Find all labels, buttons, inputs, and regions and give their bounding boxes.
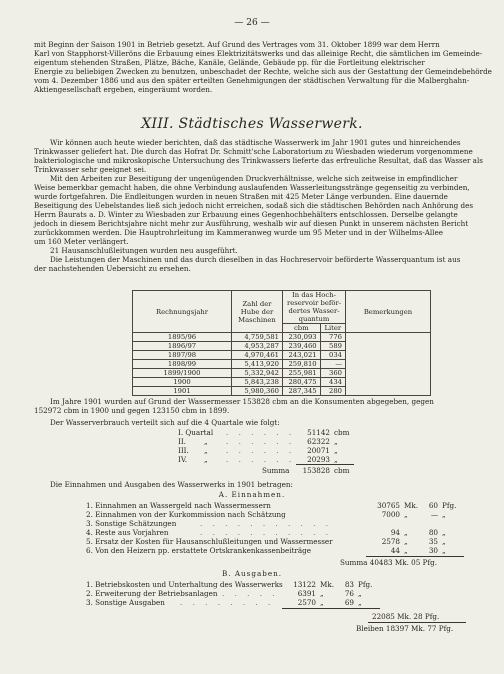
income-item-label: 6. Von den Heizern pp. erstattete Ortskrankenkassenbeiträge	[86, 546, 312, 555]
sum-rule	[366, 556, 464, 557]
cell-year: 1895/96	[133, 333, 232, 342]
finance-intro: Die Einnahmen und Ausgaben des Wasserwerks in 1901 betragen:	[50, 480, 293, 489]
header-remarks: Bemerkungen	[346, 291, 431, 333]
expense-item-pfunit: Pfg.	[358, 580, 373, 589]
quarter-label: IV.	[178, 455, 188, 464]
expense-item-label: 2. Erweiterung der Betriebsanlagen	[86, 589, 218, 598]
cell-year: 1901	[133, 387, 232, 396]
remaining-amount: Bleiben 18397 Mk. 77 Pfg.	[356, 624, 454, 633]
expense-item-pf: 83	[344, 580, 354, 589]
leader-dots: . . . . .	[222, 589, 279, 598]
body-line: Weise bemerkbar gemacht haben, die ohne Verbindung auslaufenden Wasserleitungsstränge gegenseitig zu verbinden,	[34, 183, 470, 192]
income-item-label: 5. Ersatz der Kosten für Hausanschlußleitungen und Wassermesser	[86, 537, 333, 546]
expense-item-mk: 13122	[293, 580, 316, 589]
body-line: Trinkwasser geliefert hat. Die durch das Hofrat Dr. Schmitt'sche Laboratorium zu Wiesbaden wiederum vorgenommene	[34, 147, 473, 156]
section-title: XIII. Städtisches Wasserwerk.	[141, 116, 363, 132]
quarters-sum-unit: cbm	[334, 466, 350, 475]
income-item-label: 2. Einnahmen von der Kurkommission nach Schätzung	[86, 510, 286, 519]
quarters-sum-value: 153828	[302, 466, 330, 475]
page-number: — 26 —	[234, 18, 270, 28]
quarter-label: II.	[178, 437, 186, 446]
income-item-pf: 60	[428, 501, 438, 510]
quarter-value: 20293	[307, 455, 330, 464]
body-line: der nachstehenden Uebersicht zu ersehen.	[34, 264, 191, 273]
income-item-pfunit: Pfg.	[442, 501, 457, 510]
body-line: Mit den Arbeiten zur Beseitigung der ungenügenden Druckverhältnisse, welche sich zeitweise in empfindlicher	[50, 174, 458, 183]
income-item-unit: „	[404, 510, 408, 519]
cell-remarks	[346, 333, 431, 396]
cell-year: 1899/1900	[133, 369, 232, 378]
body-line: bakteriologische und mikroskopische Untersuchung des Trinkwassers lieferte das erfreuliche Resultat, daß das Wasser als	[34, 156, 483, 165]
cell-cbm: 243,021	[283, 351, 321, 360]
cell-strokes: 4,970,461	[232, 351, 283, 360]
quarter-ditto: „	[204, 455, 208, 464]
sum-rule	[282, 608, 380, 609]
income-item-mk: 7000	[381, 510, 400, 519]
expense-item-label: 1. Betriebskosten und Unterhaltung des Wasserwerks	[86, 580, 283, 589]
cell-year: 1896/97	[133, 342, 232, 351]
intro-line: Aktiengesellschaft ergeben, eingeräumt worden.	[34, 85, 213, 94]
body-line: um 160 Meter verlängert.	[34, 237, 129, 246]
body-line: wurde fortgefahren. Die Endleitungen wurden in neuen Straßen mit 425 Meter Länge verbunden. Eine dauernde	[34, 192, 448, 201]
intro-line: mit Beginn der Saison 1901 in Betrieb gesetzt. Auf Grund des Vertrages vom 31. Oktober 1899 war dem Herrn	[34, 40, 440, 49]
cell-strokes: 5,843,238	[232, 378, 283, 387]
income-item-pf: 35	[428, 537, 438, 546]
income-item-pfunit: „	[442, 510, 446, 519]
income-item-pfunit: „	[442, 546, 446, 555]
income-item-pf: 30	[428, 546, 438, 555]
cell-strokes: 4,953,287	[232, 342, 283, 351]
total-rule	[368, 622, 466, 623]
cell-liter: —	[320, 360, 345, 369]
cell-strokes: 5,413,920	[232, 360, 283, 369]
expense-item-label: 3. Sonstige Ausgaben	[86, 598, 165, 607]
income-item-pf: 80	[428, 528, 438, 537]
header-quantity: In das Hoch-reservoir beför-dertes Wasser-quantum	[283, 291, 346, 324]
quarter-unit: „	[334, 446, 338, 455]
income-item-mk: 2578	[381, 537, 400, 546]
cell-strokes: 5,980,360	[232, 387, 283, 396]
expense-item-pfunit: „	[358, 598, 362, 607]
quarters-sum-label: Summa	[262, 466, 290, 475]
income-item-unit: Mk.	[404, 501, 418, 510]
leader-dots: . . . . . .	[226, 455, 296, 464]
cell-year: 1898/99	[133, 360, 232, 369]
body-line: zurückkommen werden. Die Hauptrohrleitung im Kammeranweg wurde um 95 Meter und in der Wilhelms-Allee	[34, 228, 443, 237]
quarter-label: III.	[178, 446, 189, 455]
cell-cbm: 287,345	[283, 387, 321, 396]
expense-item-unit: „	[320, 598, 324, 607]
header-cbm: cbm	[283, 324, 321, 333]
cell-cbm: 255,981	[283, 369, 321, 378]
expense-item-pfunit: „	[358, 589, 362, 598]
body-line: Wir können auch heute wieder berichten, daß das städtische Wasserwerk im Jahr 1901 gutes und hinreichendes	[50, 138, 461, 147]
cell-year: 1897/98	[133, 351, 232, 360]
year-text-line: 152972 cbm in 1900 und gegen 123150 cbm in 1899.	[34, 406, 230, 415]
income-item-mk: 44	[390, 546, 400, 555]
body-line: Herrn Baurats a. D. Winter zu Wiesbaden zur Erbauung eines Gegenhochbehälters entschlossen. Derselbe gelangte	[34, 210, 458, 219]
leader-dots: . . . . . .	[226, 446, 296, 455]
income-item-pf: —	[430, 510, 438, 519]
cell-liter: 034	[320, 351, 345, 360]
distribution-intro: Der Wasserverbrauch verteilt sich auf die 4 Quartale wie folgt:	[50, 418, 280, 427]
sum-rule	[296, 464, 354, 465]
quarter-value: 62322	[307, 437, 330, 446]
year-text-line: Im Jahre 1901 wurden auf Grund der Wassermesser 153828 cbm an die Konsumenten abgegeben, gegen	[50, 397, 434, 406]
income-item-pfunit: „	[442, 528, 446, 537]
income-item-unit: „	[404, 528, 408, 537]
leader-dots: . . . . . . . . . . .	[200, 519, 332, 528]
expense-item-pf: 69	[344, 598, 354, 607]
income-item-label: 3. Sonstige Schätzungen	[86, 519, 177, 528]
expense-item-unit: Mk.	[320, 580, 334, 589]
cell-cbm: 259,810	[283, 360, 321, 369]
expense-item-mk: 6391	[297, 589, 316, 598]
body-line: jedoch in diesem Berichtsjahre nicht mehr zur Ausführung, weshalb wir auf diesen Punkt in unserem nächsten Bericht	[34, 219, 469, 228]
body-line: Trinkwasser sehr geeignet sei.	[34, 165, 147, 174]
cell-liter: 360	[320, 369, 345, 378]
table-row	[133, 333, 431, 342]
cell-cbm: 230,093	[283, 333, 321, 342]
quarter-unit: „	[334, 455, 338, 464]
cell-year: 1900	[133, 378, 232, 387]
body-line: Beseitigung des Uebelstandes ließ sich jedoch nicht erreichen, sodaß sich die städtischen Behörden nach Anhörung des	[34, 201, 474, 210]
body-line: 21 Hausanschlußleitungen wurden neu ausgeführt.	[50, 246, 238, 255]
expense-item-pf: 76	[344, 589, 354, 598]
leader-dots: . . . . . . . . . . .	[200, 528, 332, 537]
cell-liter: 776	[320, 333, 345, 342]
production-table	[132, 290, 431, 396]
quarter-label: I. Quartal	[178, 428, 214, 437]
cell-strokes: 5,332,942	[232, 369, 283, 378]
quarter-unit: „	[334, 437, 338, 446]
income-item-label: 1. Einnahmen an Wassergeld nach Wassermessern	[86, 501, 271, 510]
quarter-value: 51142	[307, 428, 330, 437]
table-header-row	[133, 291, 431, 324]
quarter-ditto: „	[204, 437, 208, 446]
income-sum: Summa 40483 Mk. 05 Pfg.	[340, 558, 437, 567]
income-item-pfunit: „	[442, 537, 446, 546]
expenses-heading: B. Ausgaben.	[221, 569, 282, 578]
intro-line: vom 4. Dezember 1886 und aus den später erteilten Genehmigungen der städtischen Verwaltung für die Malberghahn-	[34, 76, 470, 85]
leader-dots: . . . . . .	[226, 428, 296, 437]
expense-item-mk: 2570	[297, 598, 316, 607]
expenses-total: 22085 Mk. 28 Pfg.	[372, 612, 440, 621]
income-item-unit: „	[404, 546, 408, 555]
cell-cbm: 239,460	[283, 342, 321, 351]
header-liter: Liter	[320, 324, 345, 333]
cell-liter: 589	[320, 342, 345, 351]
income-item-mk: 30765	[377, 501, 400, 510]
header-strokes: Zahl der Hube der Maschinen	[232, 291, 283, 333]
income-item-mk: 94	[390, 528, 400, 537]
quarter-ditto: „	[204, 446, 208, 455]
intro-line: Karl von Stapphorst-Villeröns die Erbauung eines Elektrizitätswerks und das alleinige Recht, die sämtlichen im Gemeinde-	[34, 49, 483, 58]
cell-liter: 434	[320, 378, 345, 387]
leader-dots: . . . . . . . .	[180, 598, 275, 607]
body-line: Die Leistungen der Maschinen und das durch dieselben in das Hochreservoir beförderte Wasserquantum ist aus	[50, 255, 461, 264]
header-year: Rechnungsjahr	[133, 291, 232, 333]
quarter-unit: cbm	[334, 428, 350, 437]
income-item-label: 4. Reste aus Vorjahren	[86, 528, 169, 537]
income-heading: A. Einnahmen.	[218, 490, 286, 499]
cell-cbm: 280,475	[283, 378, 321, 387]
quarter-value: 20071	[307, 446, 330, 455]
cell-strokes: 4,759,581	[232, 333, 283, 342]
expense-item-unit: „	[320, 589, 324, 598]
intro-line: Energie zu beliebigen Zwecken zu benutzen, unbeschadet der Rechte, welche sich aus der Gestattung der Gemeindebehörde	[34, 67, 492, 76]
intro-line: eigentum stehenden Straßen, Plätze, Bäche, Kanäle, Gelände, Gebäude pp. für die Fortleitung elektrischer	[34, 58, 425, 67]
cell-liter: 280	[320, 387, 345, 396]
leader-dots: . . . . . .	[226, 437, 296, 446]
income-item-unit: „	[404, 537, 408, 546]
